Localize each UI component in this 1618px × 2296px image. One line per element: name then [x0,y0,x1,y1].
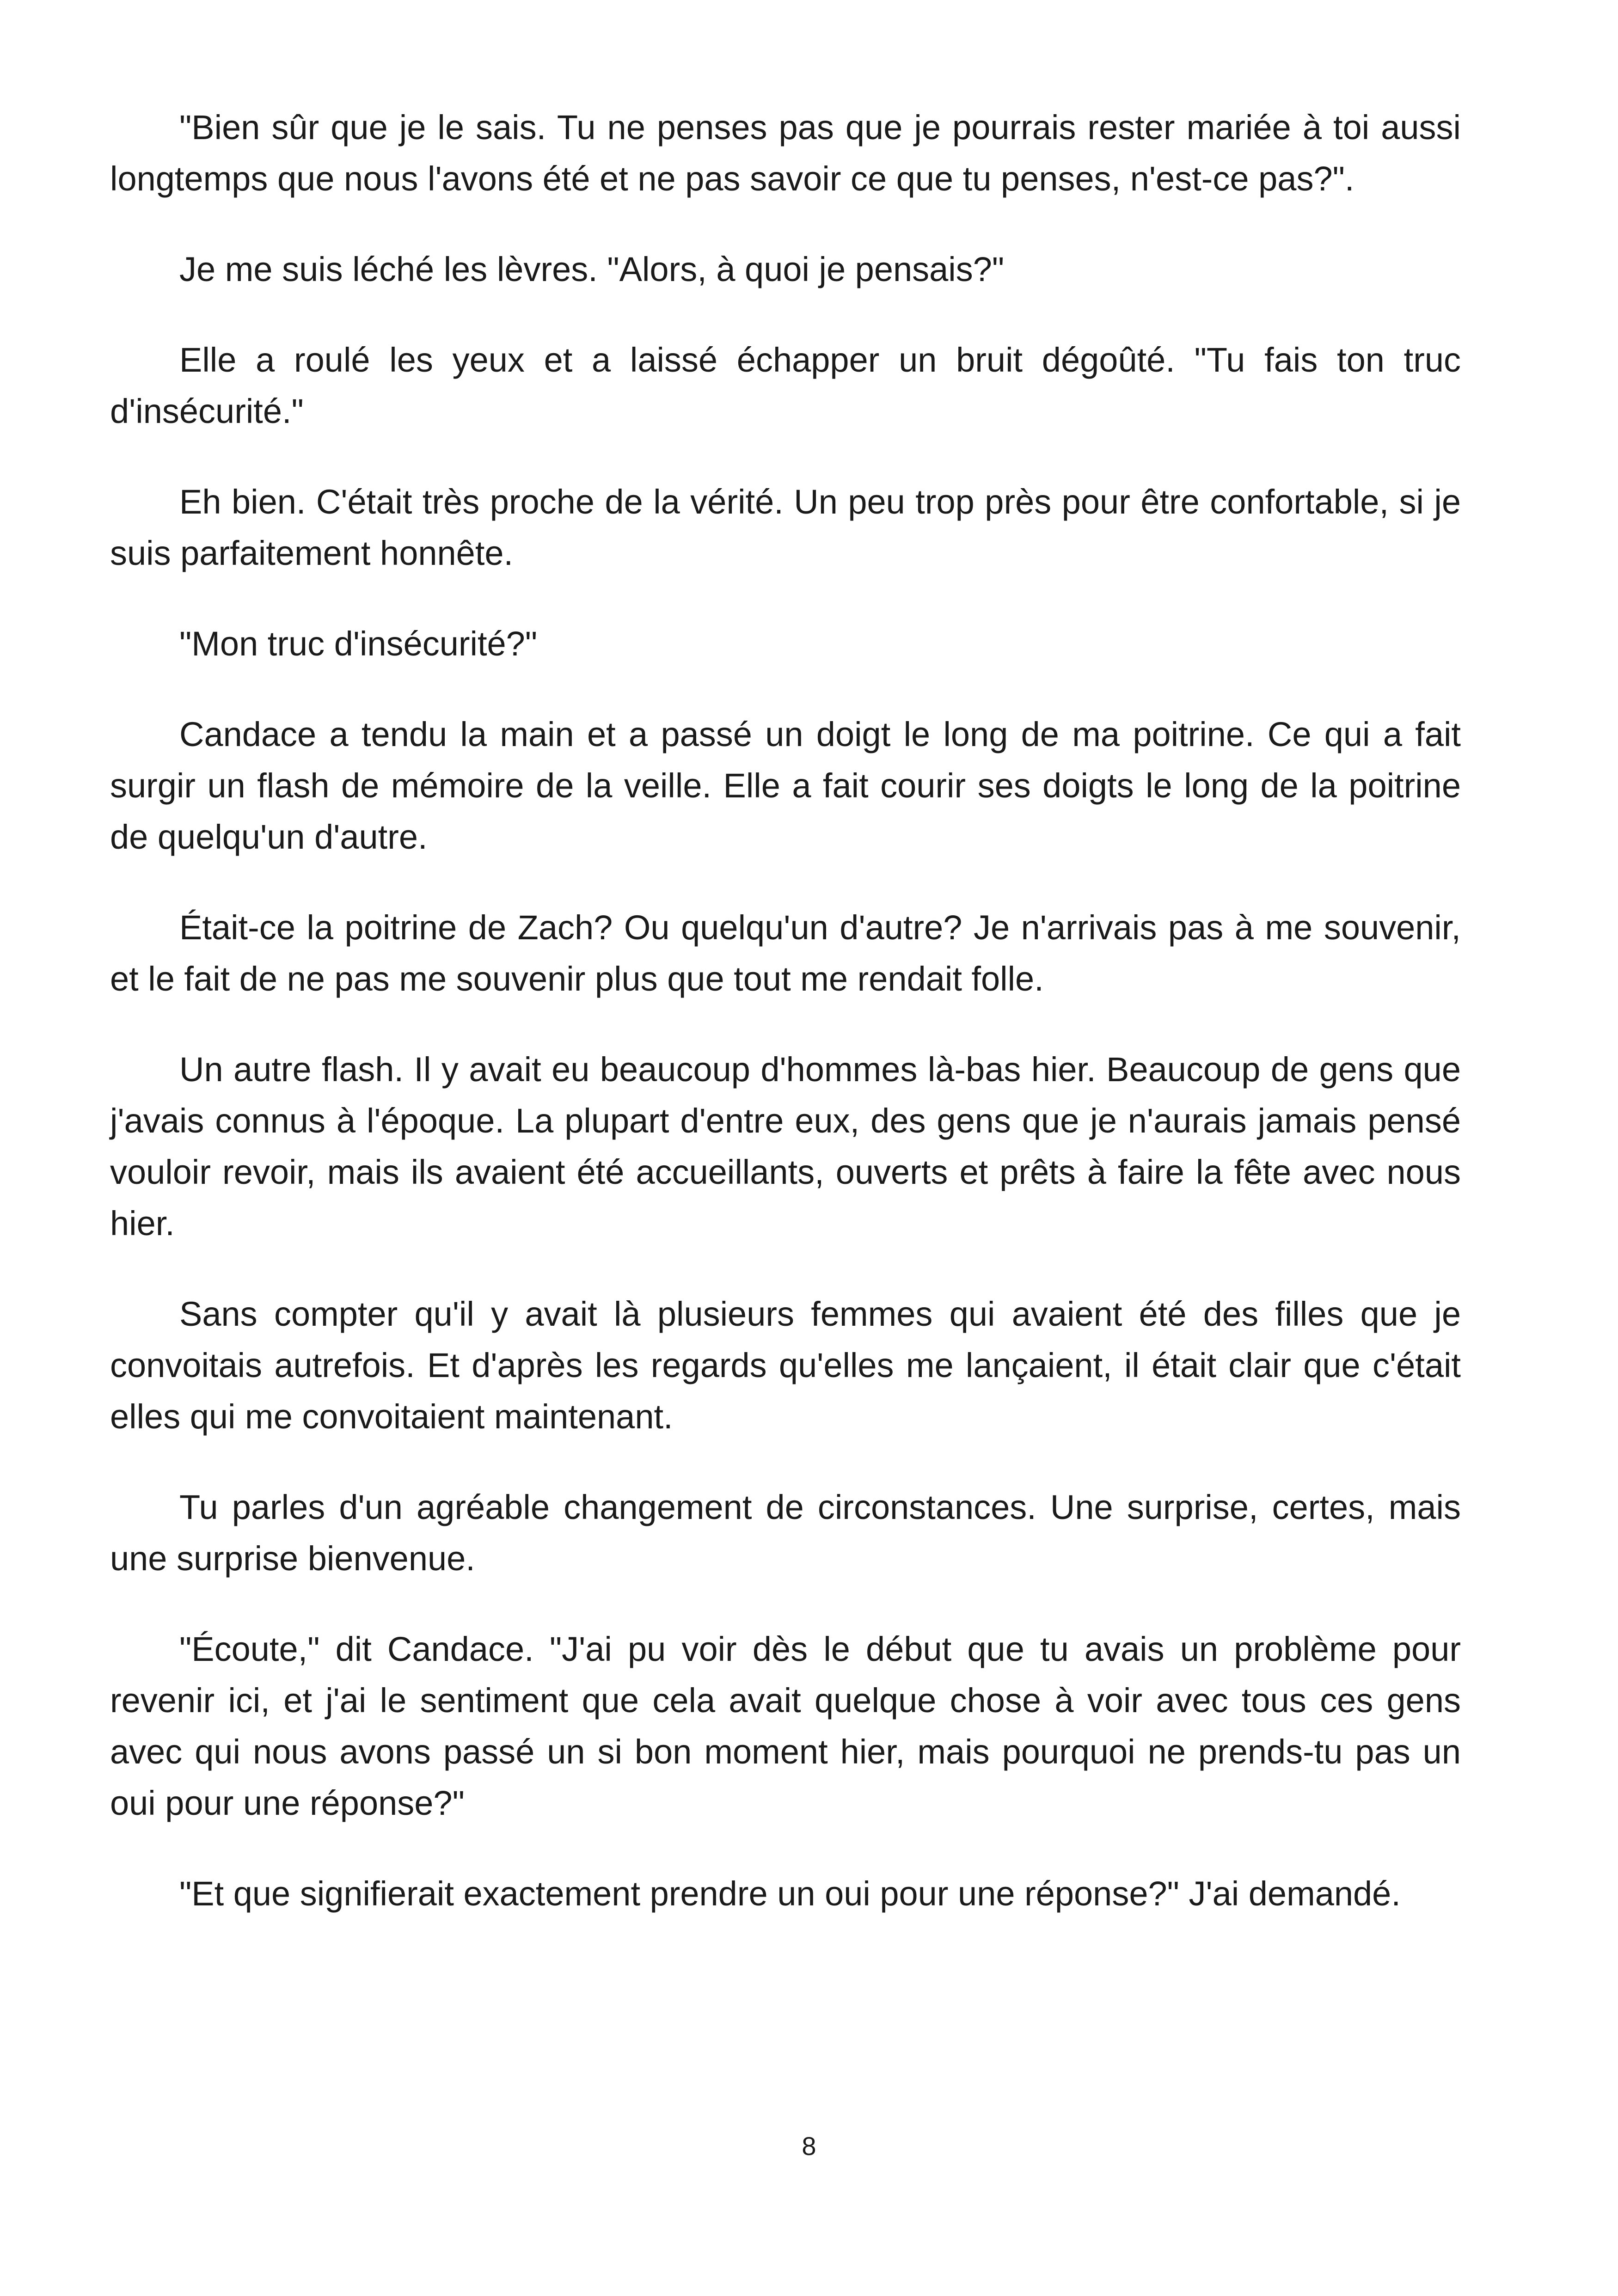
paragraph: "Et que signifierait exactement prendre un oui pour une réponse?" J'ai demandé. [179,1874,1401,1913]
paragraph: Était-ce la poitrine de Zach? Ou quelqu'un d'autre? Je n'arrivais pas à me souvenir, et le fait de ne pas me souvenir plus que tout me rendait folle. [110,908,1461,998]
paragraph: "Écoute," dit Candace. "J'ai pu voir dès le début que tu avais un problème pour revenir ici, et j'ai le sentiment que cela avait quelque chose à voir avec tous ces gens avec qui nous avons passé un si bon moment hier, mais pourquoi ne prends-tu pas un oui pour une réponse?" [110,1630,1461,1822]
paragraph: "Bien sûr que je le sais. Tu ne penses pas que je pourrais rester mariée à toi aussi longtemps que nous l'avons été et ne pas savoir ce que tu penses, n'est-ce pas?". [110,108,1461,198]
page-number: 8 [802,2131,816,2161]
paragraph: Un autre flash. Il y avait eu beaucoup d'hommes là-bas hier. Beaucoup de gens que j'avais connus à l'époque. La plupart d'entre eux, des gens que je n'aurais jamais pensé vouloir revoir, mais ils avaient été accueillants, ouverts et prêts à faire la fête avec nous hier. [110,1050,1461,1243]
paragraph: Tu parles d'un agréable changement de circonstances. Une surprise, certes, mais une surprise bienvenue. [110,1488,1461,1578]
paragraph: "Mon truc d'insécurité?" [179,625,538,663]
body-text [110,102,1461,1959]
paragraph: Sans compter qu'il y avait là plusieurs femmes qui avaient été des filles que je convoitais autrefois. Et d'après les regards qu'elles me lançaient, il était clair que c'était elles qui me convoitaient maintenant. [110,1295,1461,1436]
paragraph: Candace a tendu la main et a passé un doigt le long de ma poitrine. Ce qui a fait surgir un flash de mémoire de la veille. Elle a fait courir ses doigts le long de la poitrine de quelqu'un d'autre. [110,715,1461,856]
paragraph: Je me suis léché les lèvres. "Alors, à quoi je pensais?" [179,250,1005,288]
paragraph: Eh bien. C'était très proche de la vérité. Un peu trop près pour être confortable, si je suis parfaitement honnête. [110,483,1461,572]
paragraph: Elle a roulé les yeux et a laissé échapper un bruit dégoûté. "Tu fais ton truc d'insécurité." [110,341,1461,430]
